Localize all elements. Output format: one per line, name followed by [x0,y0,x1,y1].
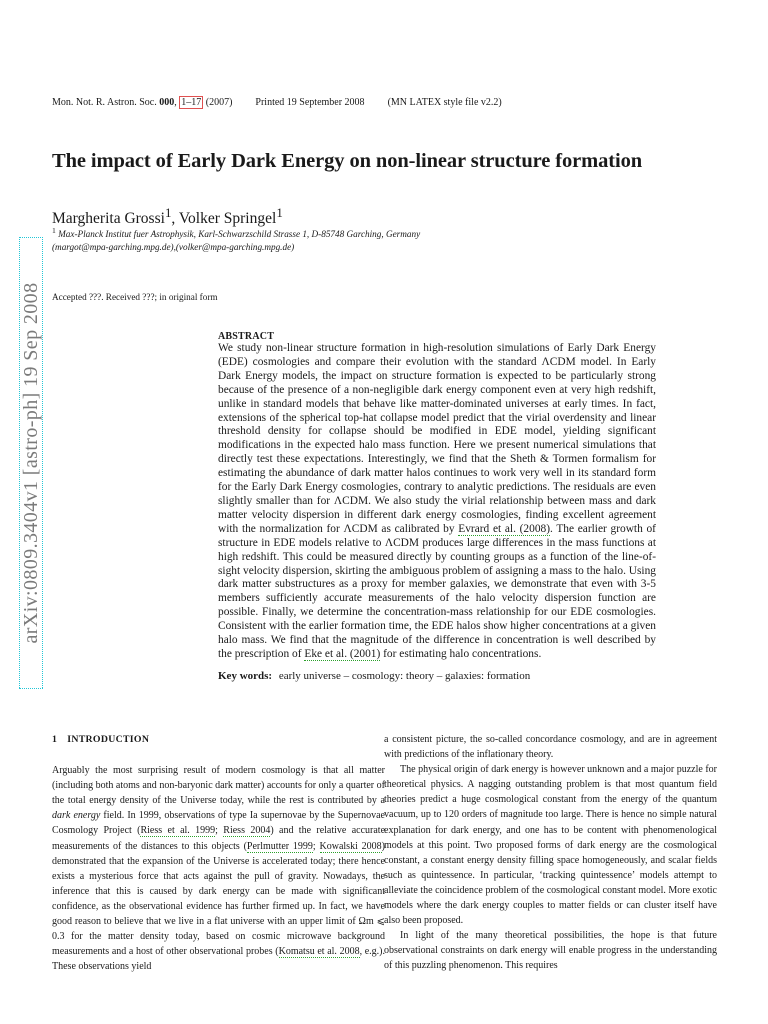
intro-paragraph: In light of the many theoretical possibilities, the hope is that future observational constraints on dark energy will enable progress in the understanding of this puzzling phenomenon. This requires [384,930,717,972]
page-range-link[interactable]: 1–17 [181,97,202,108]
abstract-text: We study non-linear structure formation in high-resolution simulations of Early Dark Energy (EDE) cosmologies and compare their evolution with the standard ΛCDM model. In Early Dark Energy models, the impact on structure formation is expected to be particularly strong because of the presence of a non-negligible dark energy component even at very high redshift, unlike in standard models that behave like matter-dominated universes at early times. In fact, extensions of the spherical top-hat collapse model predict that the virial overdensity and linear threshold density for collapse should be modified in EDE model, yielding significant modifications in the expected halo mass function. Here we present numerical simulations that directly test these expectations. Interestingly, we find that the Sheth & Tormen formalism for estimating the abundance of dark matter halos continues to work very well in its standard form for the Early Dark Energy cosmologies, contrary to analytic predictions. The residuals are even slightly smaller than for ΛCDM. We also study the virial relationship between mass and dark matter velocity dispersion in different dark energy cosmologies, finding excellent agreement with the normalization for ΛCDM as calibrated by Evrard et al. (2008). The earlier growth of structure in EDE models relative to ΛCDM produces large differences in the mass functions at high redshift. This could be measured directly by counting groups as a function of the line-of-sight velocity dispersion, skirting the ambiguous problem of assigning a mass to the halo. Using dark matter substructures as a proxy for member galaxies, we demonstrate that even with 3-5 members sufficiently accurate measurements of the halo velocity dispersion function are possible. Finally, we determine the concentration-mass relationship for our EDE cosmologies. Consistent with the earlier formation time, the EDE halos show higher concentrations at a given halo mass. We find that the magnitude of the difference in concentration is well described by the prescription of Eke et al. (2001) for estimating halo concentrations. [218,342,656,660]
arxiv-identifier[interactable]: arXiv:0809.3404v1 [astro-ph] 19 Sep 2008 [20,238,42,688]
citation-link[interactable]: Perlmutter 1999 [246,840,313,852]
printed-date: Printed 19 September 2008 [255,97,365,108]
abstract-heading: ABSTRACT [218,331,275,342]
citation-link[interactable]: Riess et al. 1999 [140,825,216,837]
intro-paragraph: Arguably the most surprising result of modern cosmology is that all matter (including both atoms and non-baryonic dark matter) accounts for only a quarter of the total energy density of the Universe today, while the rest is contributed by a dark energy field. In 1999, observations of type Ia supernovae by the Supernovae Cosmology Project (Riess et al. 1999; Riess 2004) and the relative accurate measurements of the distances to this objects (Perlmutter 1999; Kowalski 2008) demonstrated that the expansion of the Universe is accelerated today; there hence exists a mysterious force that acts against the pull of gravity. Nowadays, the inference that this is caused by dark energy can be made with significant confidence, as the observational evidence has further firmed up. In fact, we have good reason to believe that we live in a flat universe with an upper limit of Ωm ⩽ 0.3 for the matter density today, based on cosmic microwave background measurements and a host of other observational probes (Komatsu et al. 2008, e.g.). These observations yield [52,765,386,973]
paper-title: The impact of Early Dark Energy on non-linear structure formation [52,150,643,172]
author-affil-mark: 1 [164,205,172,220]
citation-link[interactable]: Eke et al. (2001) [304,647,381,660]
keywords-label: Key words: [218,669,273,682]
journal-year: (2007) [205,97,233,108]
intro-paragraph: a consistent picture, the so-called concordance cosmology, and are in agreement with predictions of the inflationary theory. [384,734,717,761]
author-name: , Volker Springel [171,210,277,228]
style-file: (MN LATEX style file v2.2) [387,97,502,108]
running-header: Mon. Not. R. Astron. Soc. 000, 1–17 (2007) Printed 19 September 2008 (MN LATEX style file v2.2) [52,97,502,108]
right-column [384,732,717,974]
author-affil-mark: 1 [276,205,283,220]
section-title: INTRODUCTION [67,734,150,745]
citation-link[interactable]: Riess 2004 [223,825,271,837]
journal-volume: 000 [159,97,175,108]
affiliation-emails[interactable]: (margot@mpa-garching.mpg.de),(volker@mpa-garching.mpg.de) [52,242,295,253]
keywords-text: early universe – cosmology: theory – galaxies: formation [278,669,531,682]
section-number: 1 [52,734,58,745]
affiliation-address: Max-Planck Institut fuer Astrophysik, Karl-Schwarzschild Strasse 1, D-85748 Garching, Germany [58,229,421,240]
accepted-line: Accepted ???. Received ???; in original form [52,292,218,302]
affiliation-mark: 1 [52,226,56,235]
author-name: Margherita Grossi [52,210,165,228]
arxiv-stamp[interactable] [20,238,40,688]
citation-link[interactable]: Komatsu et al. 2008 [278,946,360,958]
abstract-block [218,331,656,682]
left-column [52,732,385,974]
affiliation [52,224,512,254]
intro-paragraph: The physical origin of dark energy is however unknown and a major puzzle for theoretical physics. A nagging outstanding problem is that most quantum field theories predict a huge cosmological constant from the energy of the quantum vacuum, up to 120 orders of magnitude too large. There is hence no simple natural explanation for dark energy, and one has to be content with phenomenological models at this point. Two proposed forms of dark energy are the cosmological constant, a constant energy density filling space homogeneously, and scalar fields such as quintessence. In particular, ‘tracking quintessence’ models attempt to alleviate the coincidence problem of the cosmological constant model. More exotic models where the dark energy couples to matter fields or can cluster itself have also been proposed. [384,764,717,927]
citation-link[interactable]: Evrard et al. (2008) [458,522,550,535]
citation-link[interactable]: Kowalski 2008 [319,840,382,852]
section-heading [52,732,385,747]
keywords [218,670,656,682]
journal-name: Mon. Not. R. Astron. Soc. [52,97,157,108]
